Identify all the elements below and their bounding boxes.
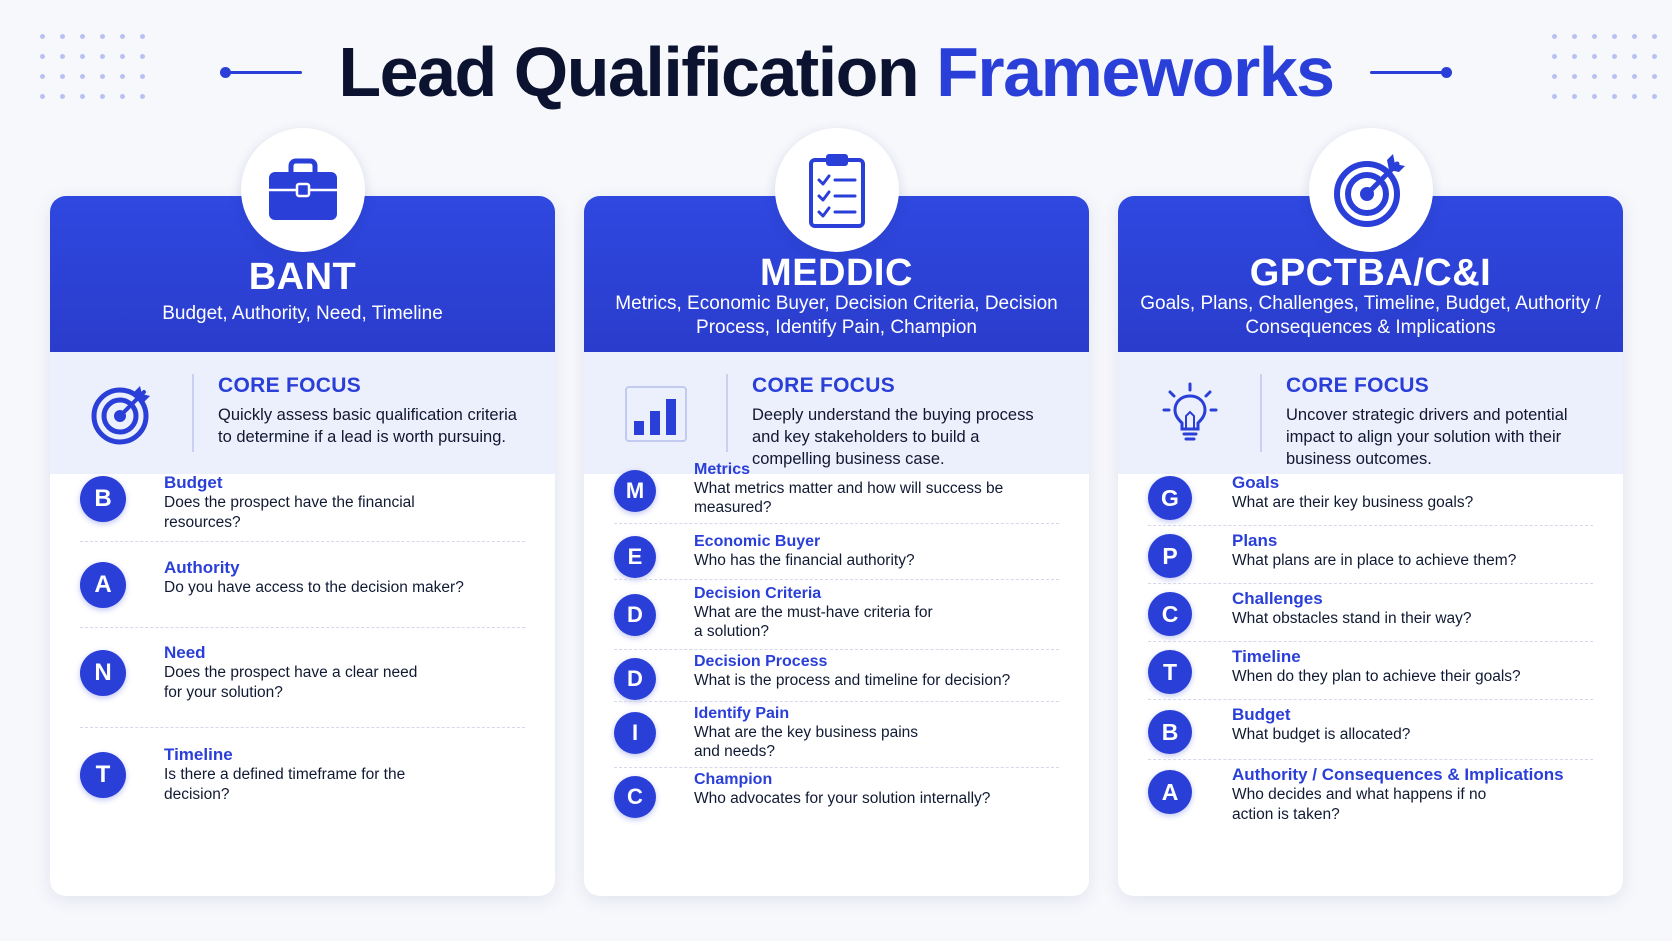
list-item: [80, 745, 525, 818]
item-text: [164, 472, 525, 533]
item-description: What plans are in place to achieve them?: [1232, 552, 1517, 569]
item-text: [694, 532, 1059, 570]
item-title: Authority: [164, 558, 240, 577]
letter-badge: N: [80, 650, 126, 696]
item-description: Is there a defined timeframe for the decision?: [164, 766, 406, 803]
item-description: Who decides and what happens if no action is taken?: [1232, 786, 1487, 823]
letter-badge: A: [80, 562, 126, 608]
item-title: Budget: [164, 473, 223, 492]
item-text: [694, 584, 1059, 641]
item-title: Need: [164, 643, 206, 662]
item-description: Who advocates for your solution internally?: [694, 790, 991, 807]
item-description: What metrics matter and how will success be measured?: [694, 480, 1004, 516]
list-item: [1148, 589, 1593, 642]
framework-card-meddic: [584, 196, 1089, 896]
letter-badge: B: [80, 476, 126, 522]
item-description: Do you have access to the decision maker?: [164, 579, 464, 596]
item-title: Challenges: [1232, 589, 1323, 608]
item-description: Does the prospect have a clear need for your solution?: [164, 664, 418, 701]
list-item: [1148, 473, 1593, 526]
item-description: What are the key business pains and needs?: [694, 724, 919, 760]
focus-divider: [1260, 374, 1262, 452]
item-text: [1232, 764, 1593, 825]
focus-divider: [192, 374, 194, 452]
list-item: [1148, 531, 1593, 584]
letter-badge: D: [614, 658, 656, 700]
item-text: [1232, 472, 1593, 513]
framework-subtitle: Goals, Plans, Challenges, Timeline, Budget, Authority / Consequences & Implications: [1140, 293, 1601, 338]
item-description: When do they plan to achieve their goals?: [1232, 668, 1521, 685]
item-text: [1232, 704, 1593, 745]
letter-badge: M: [614, 470, 656, 512]
letter-badge: D: [614, 594, 656, 636]
letter-badge: P: [1148, 534, 1192, 578]
bullseye-arrow-icon: [1309, 128, 1433, 252]
item-text: [694, 704, 1059, 761]
item-text: [1232, 646, 1593, 687]
item-text: [1232, 530, 1593, 571]
letter-badge: I: [614, 712, 656, 754]
list-item: [614, 533, 1059, 580]
focus-divider: [726, 374, 728, 452]
letter-badge: C: [614, 776, 656, 818]
core-focus-panel: [1118, 352, 1623, 474]
framework-name: BANT: [248, 256, 357, 298]
list-item: [1148, 647, 1593, 700]
letter-badge: B: [1148, 710, 1192, 754]
item-description: What is the process and timeline for decision?: [694, 672, 1011, 689]
item-description: Does the prospect have the financial resources?: [164, 494, 415, 531]
list-item: [1148, 705, 1593, 760]
bar-chart-icon: [622, 380, 690, 448]
item-description: What are the must-have criteria for a solution?: [694, 604, 933, 640]
target-icon: [88, 380, 156, 448]
list-item: [80, 473, 525, 542]
title-decoration-left: [224, 71, 302, 74]
framework-card-bant: [50, 196, 555, 896]
briefcase-icon: [241, 128, 365, 252]
list-item: [80, 558, 525, 628]
item-text: [694, 652, 1059, 690]
item-description: Who has the financial authority?: [694, 552, 915, 569]
item-title: Budget: [1232, 705, 1291, 724]
item-title: Decision Process: [694, 653, 828, 670]
core-focus-title: CORE FOCUS: [218, 374, 362, 397]
item-title: Metrics: [694, 461, 751, 478]
item-title: Plans: [1232, 531, 1278, 550]
core-focus-panel: [584, 352, 1089, 474]
core-focus-title: CORE FOCUS: [1286, 374, 1430, 397]
core-focus-text: Quickly assess basic qualification criteria to determine if a lead is worth pursuing.: [218, 406, 517, 446]
item-text: [164, 744, 525, 805]
item-title: Timeline: [164, 745, 233, 764]
item-description: What obstacles stand in their way?: [1232, 610, 1472, 627]
item-title: Authority / Consequences & Implications: [1232, 765, 1564, 784]
core-focus-title: CORE FOCUS: [752, 374, 896, 397]
title-decoration-right: [1370, 71, 1448, 74]
letter-badge: T: [1148, 650, 1192, 694]
item-text: [1232, 588, 1593, 629]
item-text: [694, 460, 1059, 517]
item-title: Identify Pain: [694, 705, 790, 722]
list-item: [80, 643, 525, 728]
page-title-accent: Frameworks: [936, 33, 1334, 111]
letter-badge: E: [614, 536, 656, 578]
item-title: Timeline: [1232, 647, 1301, 666]
core-focus-panel: [50, 352, 555, 474]
letter-badge: C: [1148, 592, 1192, 636]
letter-badge: G: [1148, 476, 1192, 520]
list-item: [614, 653, 1059, 702]
item-text: [694, 770, 1059, 808]
list-item: [614, 585, 1059, 650]
list-item: [614, 771, 1059, 818]
item-title: Economic Buyer: [694, 533, 821, 550]
framework-name: GPCTBA/C&I: [1249, 252, 1492, 294]
core-focus-text: Deeply understand the buying process and key stakeholders to build a compelling business case.: [752, 406, 1034, 468]
page-title-main: Lead Qualification: [338, 33, 919, 111]
framework-name: MEDDIC: [760, 252, 913, 294]
list-item: [1148, 765, 1593, 830]
framework-subtitle: Metrics, Economic Buyer, Decision Criteria, Decision Process, Identify Pain, Champion: [615, 293, 1058, 338]
list-item: [614, 461, 1059, 524]
clipboard-checklist-icon: [775, 128, 899, 252]
letter-badge: A: [1148, 770, 1192, 814]
core-focus-text: Uncover strategic drivers and potential impact to align your solution with their business outcomes.: [1286, 406, 1568, 468]
page-title: [338, 32, 1333, 112]
item-title: Goals: [1232, 473, 1280, 492]
item-title: Champion: [694, 771, 773, 788]
letter-badge: T: [80, 752, 126, 798]
lightbulb-icon: [1156, 380, 1224, 448]
item-text: [164, 642, 525, 703]
item-description: What budget is allocated?: [1232, 726, 1411, 743]
framework-card-gpctba: [1118, 196, 1623, 896]
item-description: What are their key business goals?: [1232, 494, 1474, 511]
title-row: [0, 26, 1672, 118]
item-text: [164, 557, 525, 598]
framework-subtitle: Budget, Authority, Need, Timeline: [162, 303, 443, 324]
list-item: [614, 705, 1059, 768]
item-title: Decision Criteria: [694, 585, 822, 602]
